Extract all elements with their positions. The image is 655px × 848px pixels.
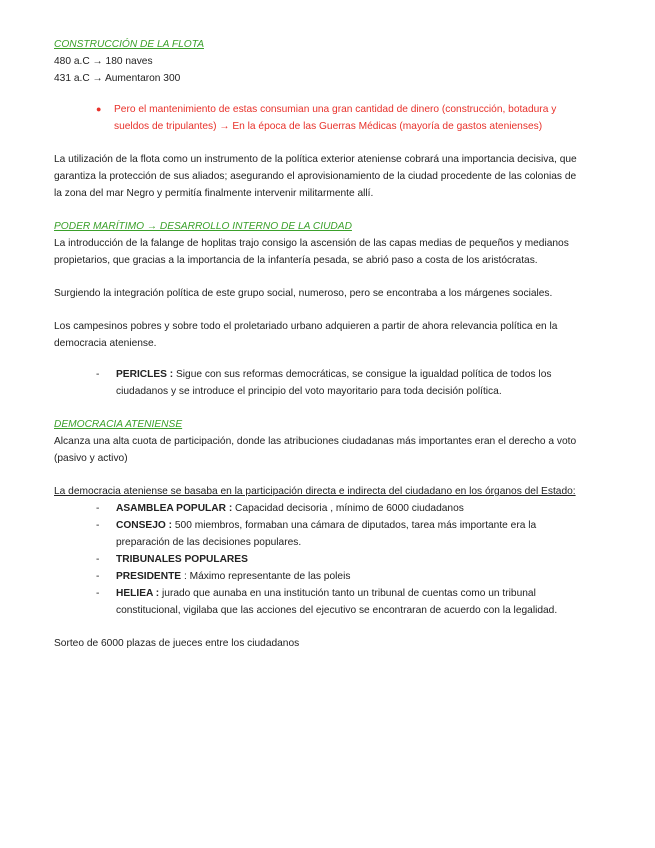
list-item: [96, 585, 584, 619]
heading-democracia-ateniense: DEMOCRACIA ATENIENSE: [54, 419, 183, 430]
dash-marker: -: [96, 554, 100, 565]
item-title: HELIEA :: [116, 588, 160, 599]
list-item: [96, 568, 584, 585]
pericles-list: [96, 366, 584, 400]
organos-list: [96, 500, 584, 619]
paragraph-flota-politica: La utilización de la flota como un instrumento de la política exterior ateniense cobrará una importancia decisiva, que garantiza la protección de sus aliados; asegurando el aprovisionamiento de la ciudad procedente de las colonias de la zona del mar Negro y permitía finalmente intervenir militarmente allí.: [54, 154, 577, 199]
dash-marker: -: [96, 520, 100, 531]
list-item: [96, 517, 584, 551]
paragraph-participacion: Alcanza una alta cuota de participación, donde las atribuciones ciudadanas más importantes eran el derecho a voto (pasivo y activo): [54, 436, 577, 464]
red-bullet-item: [96, 101, 584, 135]
item-text: jurado que aunaba en una institución tanto un tribunal de cuentas como un tribunal constitucional, vigilaba que las acciones del ejecutivo se encontraran de acuerdo con la legalidad.: [116, 588, 558, 616]
date-line-431: 431 a.C → Aumentaron 300: [54, 73, 181, 84]
item-text: Sigue con sus reformas democráticas, se consigue la igualdad política de todos los ciudadanos y se introduce el principio del voto mayoritario para toda decisión política.: [116, 369, 552, 397]
dash-marker: -: [96, 571, 100, 582]
item-text: Capacidad decisoria , mínimo de 6000 ciudadanos: [232, 503, 464, 514]
paragraph-campesinos: Los campesinos pobres y sobre todo el proletariado urbano adquieren a partir de ahora relevancia política en la democracia ateniense.: [54, 321, 558, 349]
dash-marker: -: [96, 588, 100, 599]
bullet-dot-icon: ●: [96, 104, 102, 114]
heading-construccion-flota: CONSTRUCCIÓN DE LA FLOTA: [54, 39, 204, 50]
item-text: : Máximo representante de las poleis: [181, 571, 351, 582]
dash-marker: -: [96, 503, 100, 514]
dash-marker: -: [96, 369, 100, 380]
item-title: CONSEJO :: [116, 520, 173, 531]
list-item: [96, 366, 584, 400]
paragraph-hoplitas: La introducción de la falange de hoplitas trajo consigo la ascensión de las capas medias de pequeños y medianos propietarios, que gracias a la importancia de la infantería pesada, se abrió paso a costa de los aristócratas.: [54, 238, 569, 266]
paragraph-integracion: Surgiendo la integración política de este grupo social, numeroso, pero se encontraba a los márgenes sociales.: [54, 288, 553, 299]
list-item: [96, 551, 584, 568]
item-title: ASAMBLEA POPULAR :: [116, 503, 233, 514]
item-title: PERICLES :: [116, 369, 174, 380]
heading-poder-maritimo: PODER MARÍTIMO → DESARROLLO INTERNO DE LA CIUDAD: [54, 221, 352, 232]
item-title: TRIBUNALES POPULARES: [116, 554, 248, 565]
paragraph-sorteo: Sorteo de 6000 plazas de jueces entre los ciudadanos: [54, 638, 300, 649]
item-text: 500 miembros, formaban una cámara de diputados, tarea más importante era la preparación de las decisiones populares.: [116, 520, 537, 548]
list-item: [96, 500, 584, 517]
item-title: PRESIDENTE: [116, 571, 182, 582]
red-bullet-text: Pero el mantenimiento de estas consumian una gran cantidad de dinero (construcción, botadura y sueldos de tripulantes) → En la época de las Guerras Médicas (mayoría de gastos atenienses): [114, 104, 557, 132]
underlined-paragraph: La democracia ateniense se basaba en la participación directa e indirecta del ciudadano en los órganos del Estado:: [54, 486, 576, 497]
date-line-480: 480 a.C → 180 naves: [54, 56, 153, 67]
document-page: [54, 36, 584, 652]
